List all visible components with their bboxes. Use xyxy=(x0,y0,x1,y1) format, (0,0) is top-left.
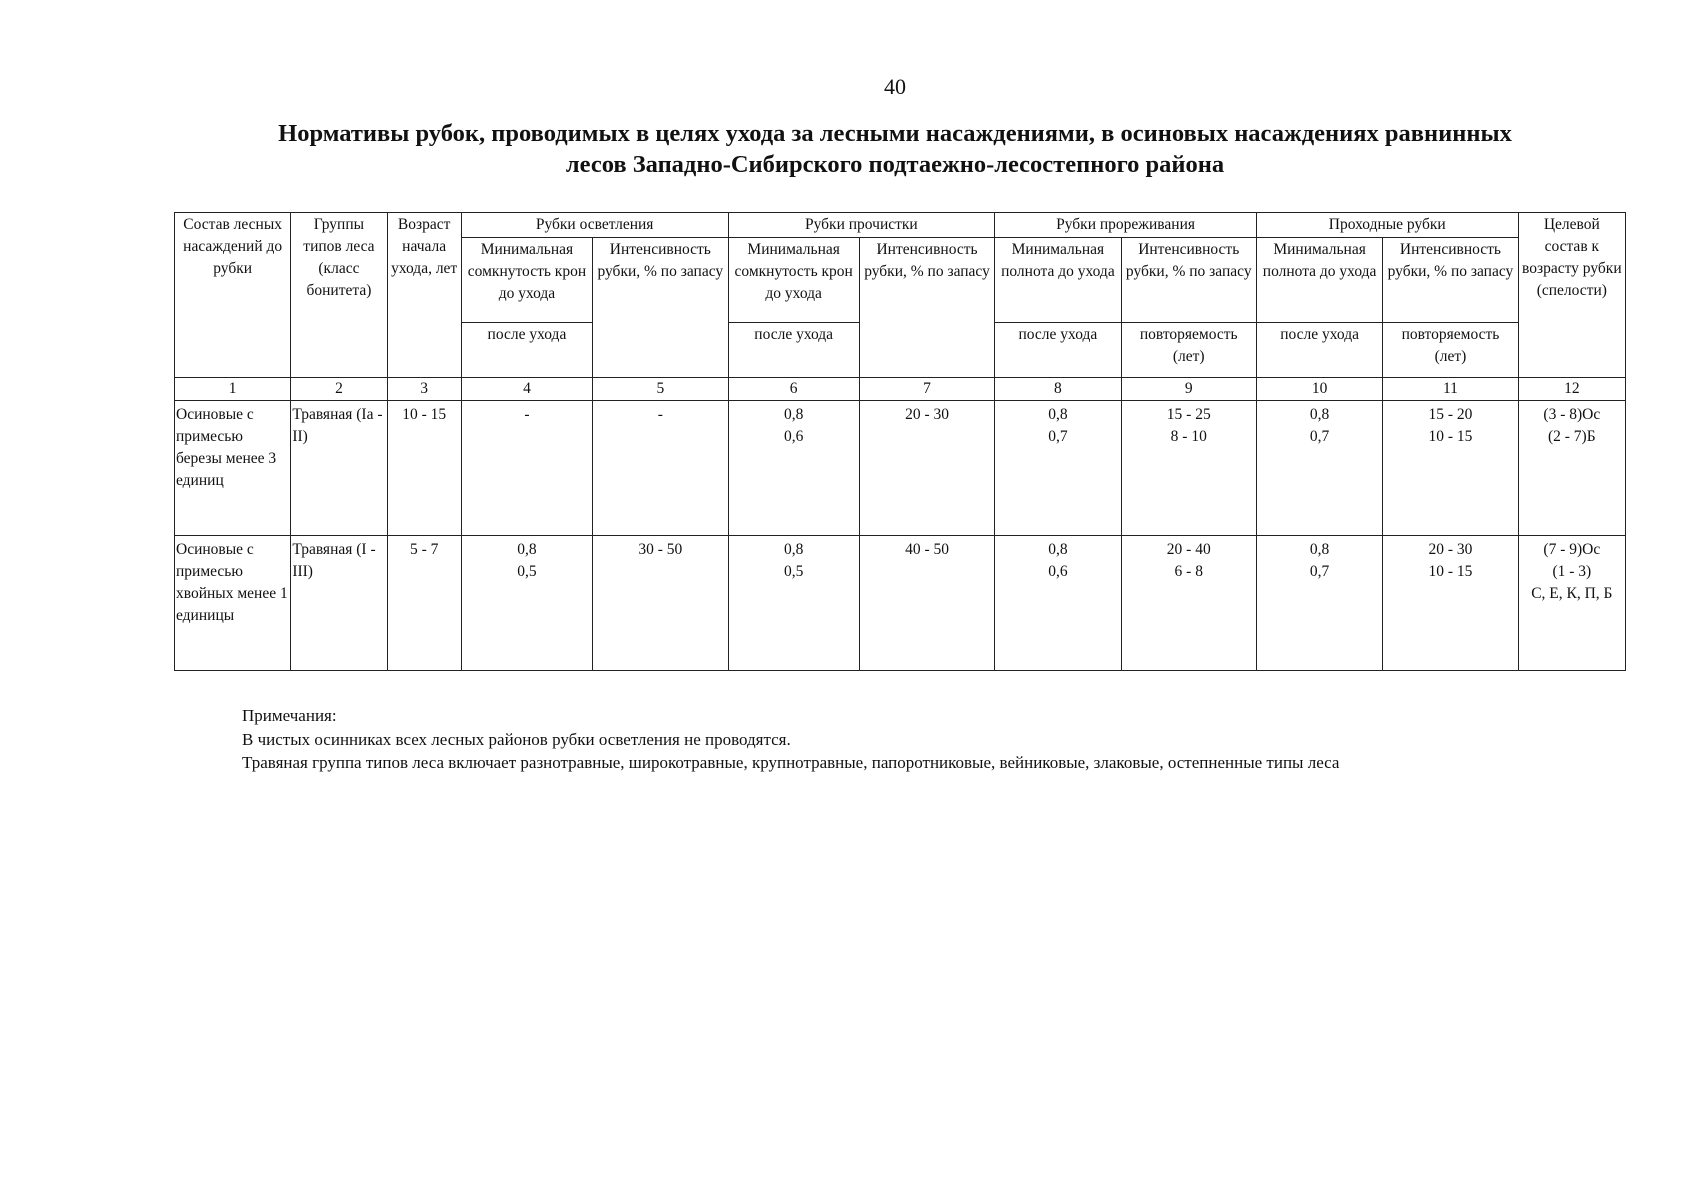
column-number: 11 xyxy=(1383,378,1518,401)
title-line-1: Нормативы рубок, проводимых в целях ухода за лесными насаждениями, в осиновых насаждениях равнинных xyxy=(278,120,1512,147)
notes xyxy=(242,704,1339,775)
cell-c11 xyxy=(1383,536,1518,671)
cell-c6 xyxy=(728,401,859,536)
column-number: 12 xyxy=(1518,378,1625,401)
cell-value: С, Е, К, П, Б xyxy=(1531,585,1613,602)
cell-c9 xyxy=(1121,536,1256,671)
header-group-prochistki: Рубки прочистки xyxy=(728,213,995,238)
cell-c11 xyxy=(1383,401,1518,536)
cell-value: (7 - 9)Ос xyxy=(1543,541,1601,558)
cell-value: 0,8 xyxy=(1048,541,1068,558)
cell-value: (1 - 3) xyxy=(1552,563,1592,580)
header-min-polnota-8: Минимальная полнота до ухода xyxy=(995,238,1121,323)
column-number: 10 xyxy=(1256,378,1382,401)
header-min-polnota-10: Минимальная полнота до ухода xyxy=(1256,238,1382,323)
cell-value: 0,7 xyxy=(1309,563,1330,580)
header-posle-ukhoda-8: после ухода xyxy=(995,323,1121,378)
note-line: В чистых осинниках всех лесных районов рубки осветления не проводятся. xyxy=(242,729,791,749)
cell-value: 20 - 30 xyxy=(905,406,949,423)
cell-value: - xyxy=(524,406,530,423)
cell-forest-type: Травяная (Ia - II) xyxy=(291,401,387,536)
cell-c5 xyxy=(593,536,728,671)
cell-c9 xyxy=(1121,401,1256,536)
table-row xyxy=(175,401,1626,536)
document-title xyxy=(120,118,1670,180)
cell-value: 0,8 xyxy=(1309,541,1330,558)
cell-value: 20 - 30 xyxy=(1428,541,1473,558)
column-number: 6 xyxy=(728,378,859,401)
cell-c8 xyxy=(995,536,1121,671)
cell-c12 xyxy=(1518,401,1625,536)
note-line: Травяная группа типов леса включает разнотравные, широкотравные, крупнотравные, папоротниковые, вейниковые, злаковые, остепненные типы леса xyxy=(242,753,1340,772)
cell-composition: Осиновые с примесью хвойных менее 1 единицы xyxy=(175,536,291,671)
cell-forest-type: Травяная (I - III) xyxy=(291,536,387,671)
cell-value: 15 - 20 xyxy=(1428,406,1473,423)
column-number: 2 xyxy=(291,378,387,401)
cell-value: 20 - 40 xyxy=(1166,541,1211,558)
cell-value: 0,7 xyxy=(1048,428,1068,445)
header-composition: Состав лесных насаждений до рубки xyxy=(175,213,291,378)
header-age: Возраст начала ухода, лет xyxy=(387,213,461,378)
cell-value: 15 - 25 xyxy=(1166,406,1211,423)
cell-age: 10 - 15 xyxy=(387,401,461,536)
cell-c4 xyxy=(461,536,592,671)
cell-c4 xyxy=(461,401,592,536)
cell-c6 xyxy=(728,536,859,671)
cell-value: 0,6 xyxy=(783,428,804,445)
cell-value: 0,8 xyxy=(783,406,804,423)
header-group-osvetleniya: Рубки осветления xyxy=(461,213,728,238)
cell-value: 10 - 15 xyxy=(1428,563,1473,580)
cell-value: 30 - 50 xyxy=(638,541,683,558)
header-posle-ukhoda-4: после ухода xyxy=(461,323,592,378)
cell-composition: Осиновые с примесью березы менее 3 единиц xyxy=(175,401,291,536)
cell-value: 40 - 50 xyxy=(905,541,949,558)
cell-value: 0,8 xyxy=(1309,406,1330,423)
cell-c7 xyxy=(859,536,994,671)
cell-age: 5 - 7 xyxy=(387,536,461,671)
cell-c10 xyxy=(1256,401,1382,536)
column-number: 4 xyxy=(461,378,592,401)
header-forest-type: Группы типов леса (класс бонитета) xyxy=(291,213,387,378)
header-posle-ukhoda-6: после ухода xyxy=(728,323,859,378)
cell-c12 xyxy=(1518,536,1625,671)
header-intensivnost-9: Интенсивность рубки, % по запасу xyxy=(1121,238,1256,323)
title-line-2: лесов Западно-Сибирского подтаежно-лесостепного района xyxy=(565,151,1225,178)
cell-value: 6 - 8 xyxy=(1174,563,1203,580)
cell-value: 0,8 xyxy=(783,541,804,558)
cell-c5 xyxy=(593,401,728,536)
header-posle-ukhoda-10: после ухода xyxy=(1256,323,1382,378)
cell-value: (3 - 8)Ос xyxy=(1543,406,1601,423)
column-number: 3 xyxy=(387,378,461,401)
column-number-row xyxy=(175,378,1626,401)
header-target-composition: Целевой состав к возрасту рубки (спелости) xyxy=(1518,213,1625,378)
column-number: 1 xyxy=(175,378,291,401)
header-min-somknutost-4: Минимальная сомкнутость крон до ухода xyxy=(461,238,592,323)
cell-c7 xyxy=(859,401,994,536)
header-povtoryaemost-11: повторяемость (лет) xyxy=(1383,323,1518,378)
cell-value: 10 - 15 xyxy=(1428,428,1473,445)
norms-table xyxy=(174,212,1626,671)
header-group-prorezhivaniya: Рубки прореживания xyxy=(995,213,1257,238)
cell-value: 0,7 xyxy=(1309,428,1330,445)
cell-value: 0,6 xyxy=(1048,563,1068,580)
column-number: 8 xyxy=(995,378,1121,401)
header-intensivnost-7: Интенсивность рубки, % по запасу xyxy=(859,238,994,378)
header-intensivnost-11: Интенсивность рубки, % по запасу xyxy=(1383,238,1518,323)
cell-c8 xyxy=(995,401,1121,536)
cell-value: 0,8 xyxy=(1048,406,1068,423)
header-group-prokhodnye: Проходные рубки xyxy=(1256,213,1518,238)
page-number: 40 xyxy=(884,74,906,99)
cell-value: 0,5 xyxy=(517,563,537,580)
header-intensivnost-5: Интенсивность рубки, % по запасу xyxy=(593,238,728,378)
notes-heading: Примечания: xyxy=(242,706,337,725)
header-row-groups xyxy=(175,213,1626,238)
cell-c10 xyxy=(1256,536,1382,671)
cell-value: 0,8 xyxy=(517,541,537,558)
cell-value: 0,5 xyxy=(783,563,804,580)
cell-value: - xyxy=(657,406,663,423)
column-number: 7 xyxy=(859,378,994,401)
column-number: 9 xyxy=(1121,378,1256,401)
column-number: 5 xyxy=(593,378,728,401)
header-povtoryaemost-9: повторяемость (лет) xyxy=(1121,323,1256,378)
cell-value: (2 - 7)Б xyxy=(1547,428,1596,445)
cell-value: 8 - 10 xyxy=(1170,428,1207,445)
header-min-somknutost-6: Минимальная сомкнутость крон до ухода xyxy=(728,238,859,323)
table-row xyxy=(175,536,1626,671)
